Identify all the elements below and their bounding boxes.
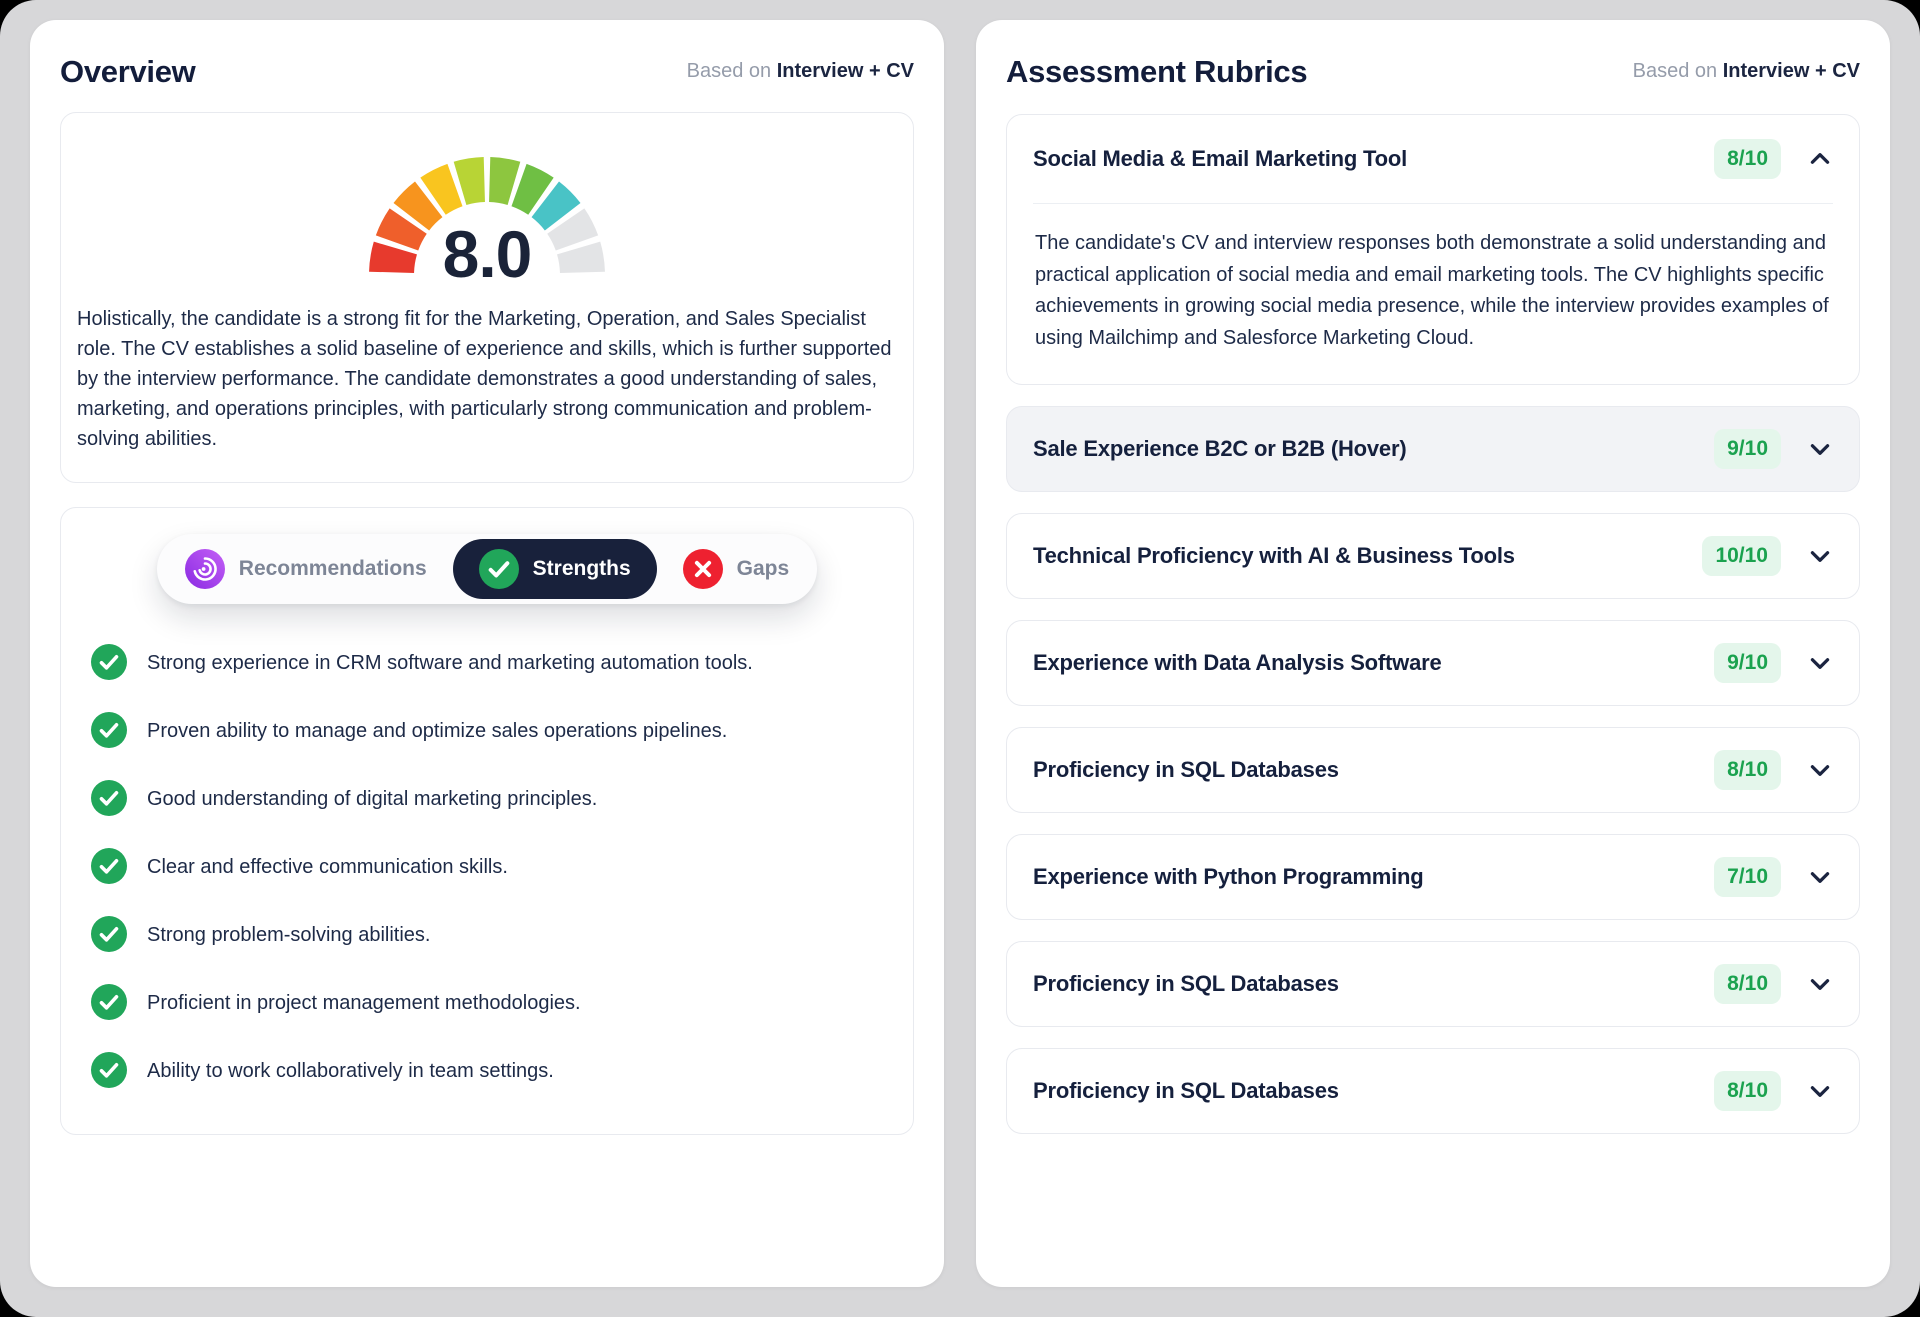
rubric-header[interactable] <box>1033 514 1833 598</box>
check-icon <box>91 780 127 816</box>
check-icon <box>91 712 127 748</box>
strength-text: Proven ability to manage and optimize sales operations pipelines. <box>147 720 728 742</box>
based-on-prefix: Based on <box>1632 60 1723 82</box>
rubrics-title: Assessment Rubrics <box>1006 54 1308 89</box>
chevron-up-icon[interactable] <box>1781 146 1833 172</box>
rubric-item-proficiency-in-sql-databases-4 <box>1006 727 1860 813</box>
strength-text: Strong problem-solving abilities. <box>147 924 431 946</box>
rubric-title: Proficiency in SQL Databases <box>1033 971 1339 997</box>
rubric-item-proficiency-in-sql-databases-7 <box>1006 1048 1860 1134</box>
overview-panel <box>30 20 944 1287</box>
chevron-down-icon[interactable] <box>1781 543 1833 569</box>
tab-gaps[interactable] <box>661 539 812 599</box>
overview-title: Overview <box>60 54 196 89</box>
score-badge: 7/10 <box>1714 857 1781 897</box>
rubric-body: The candidate's CV and interview responses both demonstrate a solid understanding and practical application of social media and email marketing tools. The CV highlights specific achievements in growing social media presence, while the interview provides examples of using Mailchimp and Salesforce Marketing Cloud. <box>1033 203 1833 384</box>
tab-strengths[interactable] <box>453 539 657 599</box>
rubric-title: Experience with Python Programming <box>1033 864 1424 890</box>
strength-text: Strong experience in CRM software and marketing automation tools. <box>147 652 753 674</box>
overview-header <box>60 54 914 90</box>
based-on-prefix: Based on <box>686 60 777 82</box>
rubric-list <box>1006 114 1860 1134</box>
strength-item <box>91 918 883 952</box>
strength-item <box>91 986 883 1020</box>
check-icon <box>91 644 127 680</box>
rubrics-panel <box>976 20 1890 1287</box>
strength-item <box>91 1054 883 1088</box>
check-icon <box>91 916 127 952</box>
chevron-down-icon[interactable] <box>1781 864 1833 890</box>
overview-summary-text: Holistically, the candidate is a strong fit for the Marketing, Operation, and Sales Specialist role. The CV establishes a solid baseline of experience and skills, which is further supported by the interview performance. The candidate demonstrates a good understanding of sales, marketing, and operations principles, with particularly strong communication and problem-solving abilities. <box>77 308 892 450</box>
rubric-title: Social Media & Email Marketing Tool <box>1033 146 1408 171</box>
strength-text: Ability to work collaboratively in team settings. <box>147 1060 554 1082</box>
score-gauge <box>365 151 609 291</box>
rubric-title: Proficiency in SQL Databases <box>1033 1078 1339 1104</box>
rubric-header[interactable] <box>1033 1049 1833 1133</box>
check-icon <box>479 549 519 589</box>
strength-text: Proficient in project management methodologies. <box>147 992 581 1014</box>
cards-row <box>30 20 1890 1287</box>
rubric-header[interactable] <box>1033 728 1833 812</box>
based-on-value: Interview + CV <box>776 60 914 82</box>
strength-item <box>91 782 883 816</box>
strengths-list <box>85 646 889 1088</box>
recommendations-icon <box>185 549 225 589</box>
tab-label: Strengths <box>532 557 631 580</box>
score-badge: 10/10 <box>1702 536 1781 576</box>
strength-text: Good understanding of digital marketing principles. <box>147 788 598 810</box>
tab-recommendations[interactable] <box>163 539 449 599</box>
tabs <box>157 534 817 604</box>
rubric-item-social-media-email-marketing-tool-0 <box>1006 114 1860 385</box>
score-badge: 8/10 <box>1714 139 1781 179</box>
chevron-down-icon[interactable] <box>1781 650 1833 676</box>
strength-item <box>91 850 883 884</box>
rubric-title: Experience with Data Analysis Software <box>1033 650 1442 676</box>
rubric-item-experience-with-data-analysis-software-3 <box>1006 620 1860 706</box>
rubric-header[interactable] <box>1033 621 1833 705</box>
rubric-item-technical-proficiency-with-ai-business-tools-2 <box>1006 513 1860 599</box>
rubric-title: Proficiency in SQL Databases <box>1033 757 1339 783</box>
chevron-down-icon[interactable] <box>1781 971 1833 997</box>
strength-text: Clear and effective communication skills. <box>147 856 508 878</box>
rubric-header[interactable] <box>1033 407 1833 491</box>
score-value: 8.0 <box>442 217 532 291</box>
x-icon <box>683 549 723 589</box>
rubric-item-proficiency-in-sql-databases-6 <box>1006 941 1860 1027</box>
score-badge: 8/10 <box>1714 750 1781 790</box>
score-badge: 8/10 <box>1714 1071 1781 1111</box>
score-badge: 9/10 <box>1714 643 1781 683</box>
tab-label: Gaps <box>736 557 790 580</box>
score-badge: 8/10 <box>1714 964 1781 1004</box>
tab-label: Recommendations <box>238 557 427 580</box>
check-icon <box>91 984 127 1020</box>
overview-summary-box <box>60 112 914 483</box>
based-on-value: Interview + CV <box>1722 60 1860 82</box>
chevron-down-icon[interactable] <box>1781 757 1833 783</box>
rubric-header[interactable] <box>1033 115 1833 203</box>
score-badge: 9/10 <box>1714 429 1781 469</box>
rubric-title: Sale Experience B2C or B2B (Hover) <box>1033 436 1407 462</box>
rubrics-header <box>1006 54 1860 90</box>
strength-item <box>91 714 883 748</box>
rubric-header[interactable] <box>1033 835 1833 919</box>
check-icon <box>91 848 127 884</box>
chevron-down-icon[interactable] <box>1781 436 1833 462</box>
strengths-box <box>60 507 914 1135</box>
chevron-down-icon[interactable] <box>1781 1078 1833 1104</box>
overview-based-on <box>687 60 914 83</box>
rubrics-based-on <box>1633 60 1860 83</box>
rubric-title: Technical Proficiency with AI & Business Tools <box>1033 543 1515 569</box>
strength-item <box>91 646 883 680</box>
rubric-item-sale-experience-b2c-or-b2b-hover-1 <box>1006 406 1860 492</box>
check-icon <box>91 1052 127 1088</box>
rubric-item-experience-with-python-programming-5 <box>1006 834 1860 920</box>
rubric-header[interactable] <box>1033 942 1833 1026</box>
